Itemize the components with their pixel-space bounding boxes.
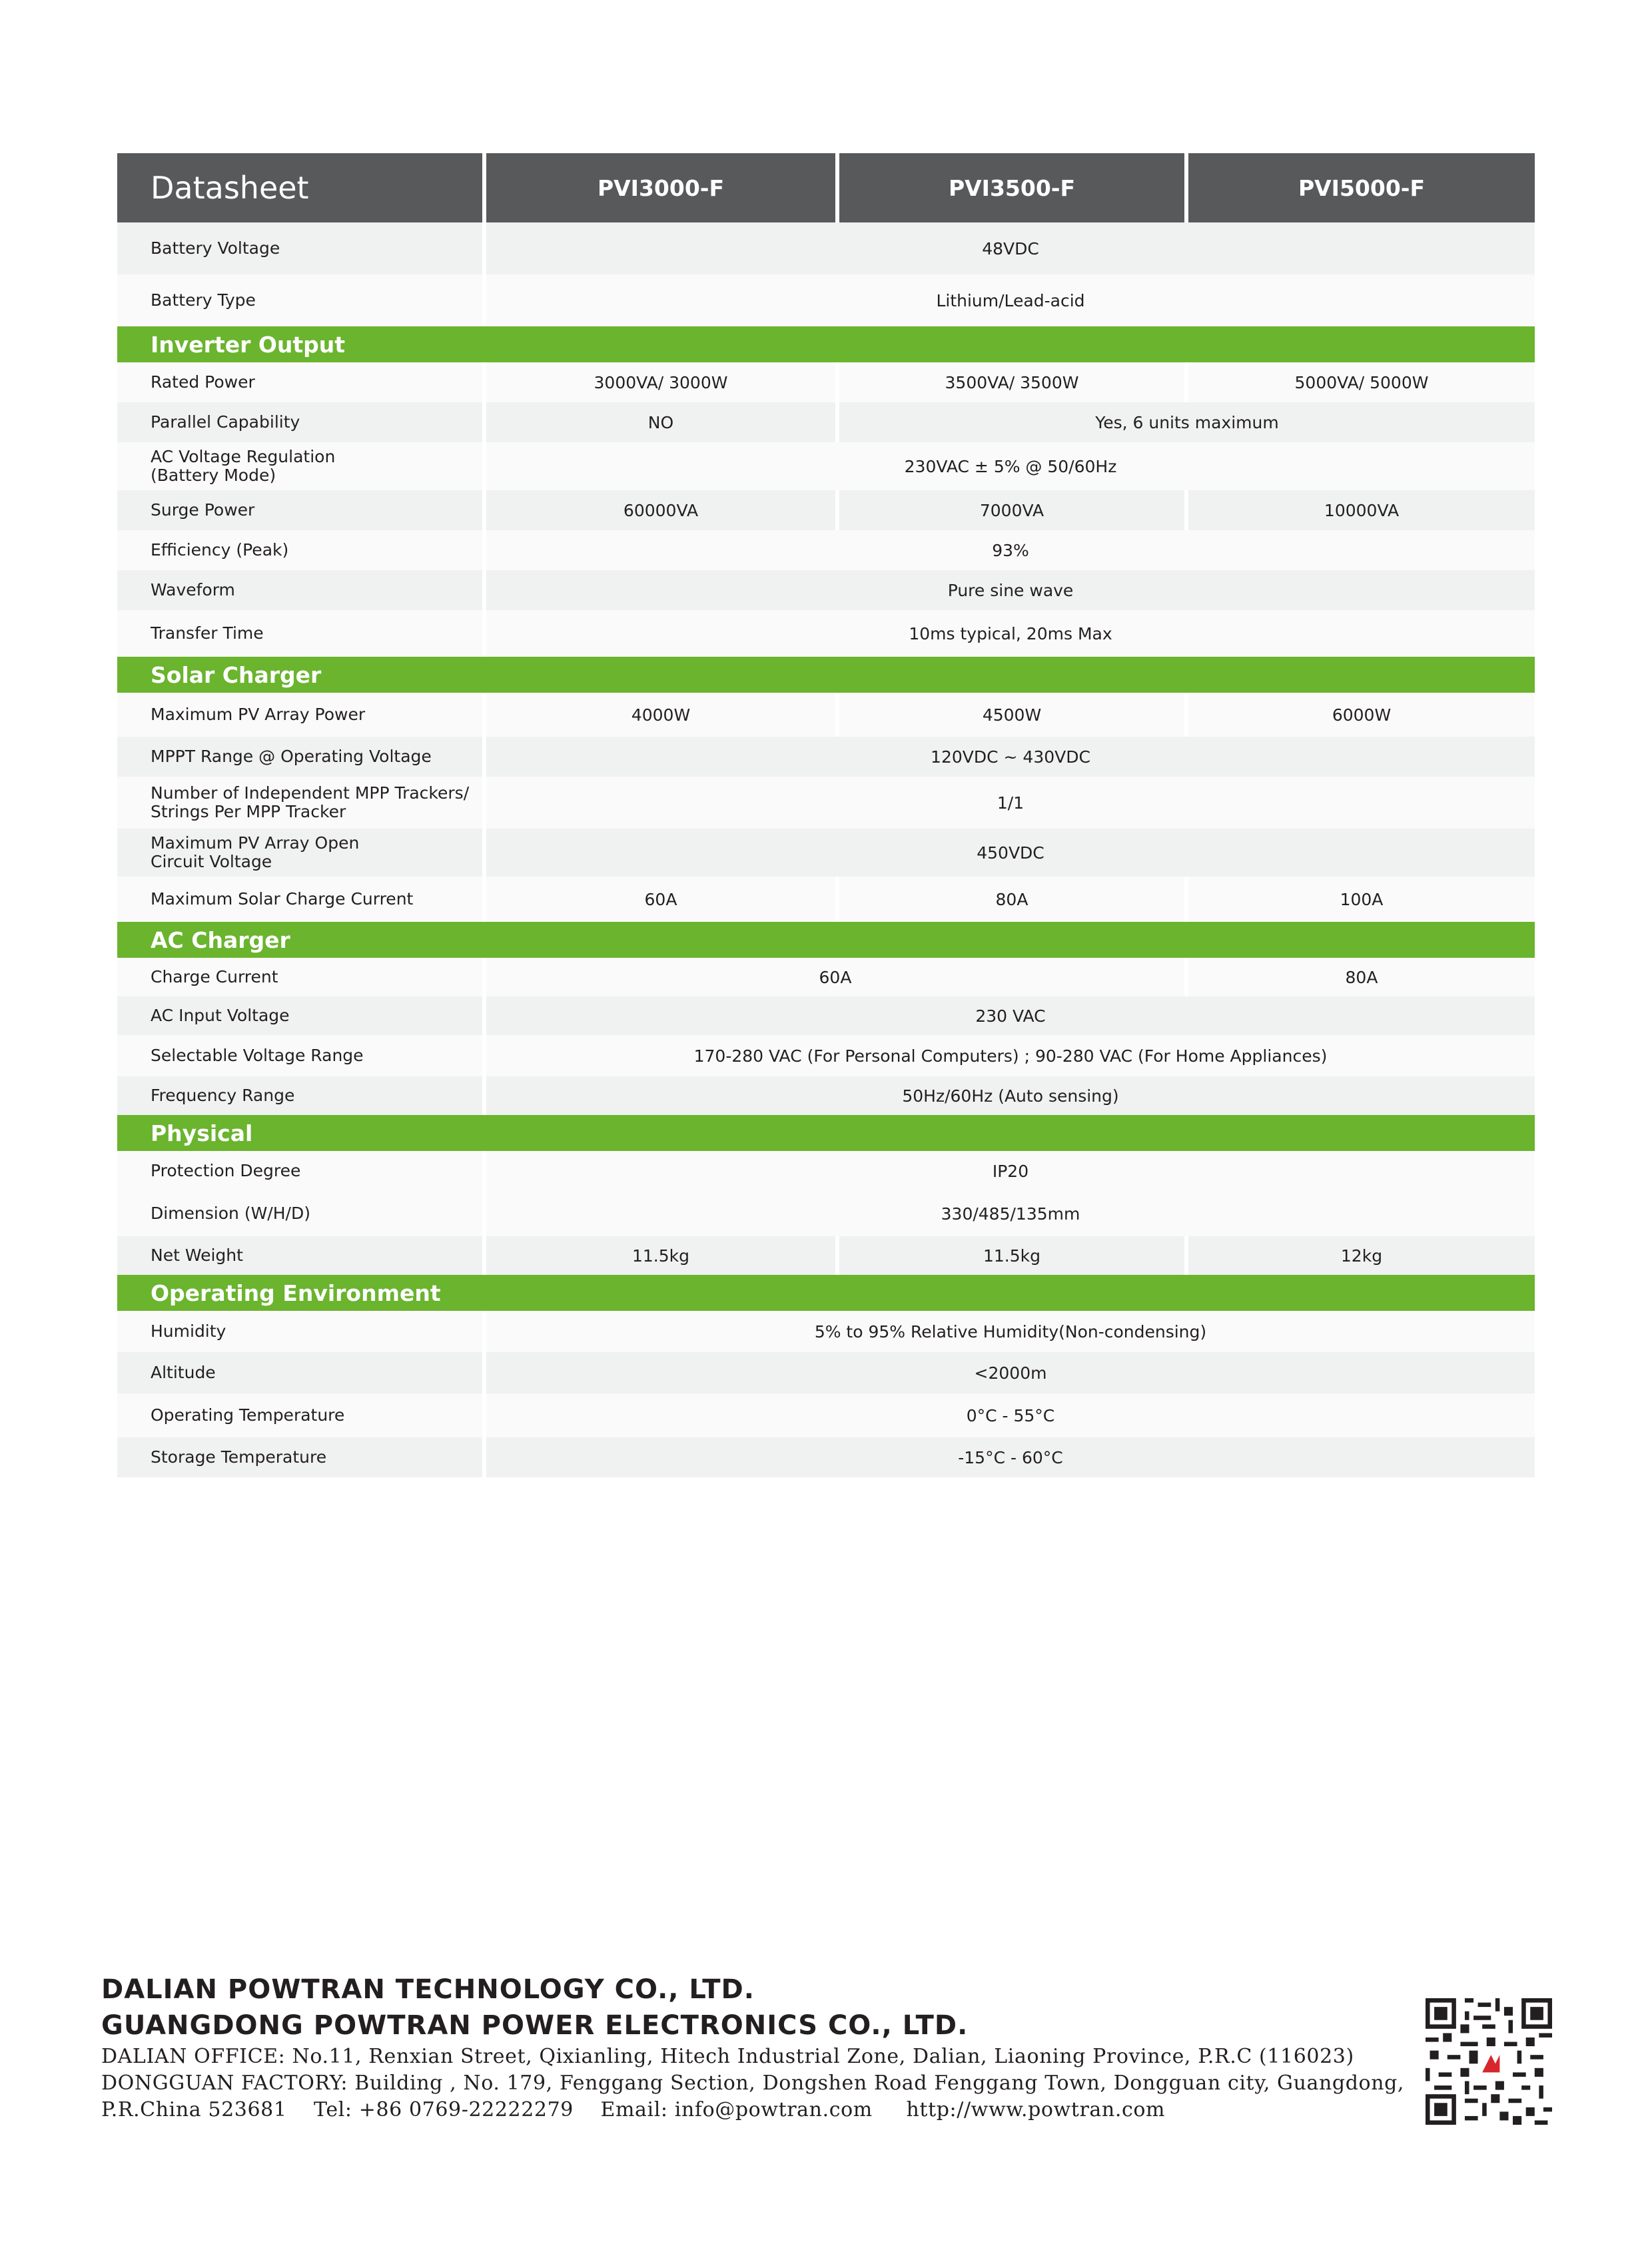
table-row — [117, 570, 1535, 610]
table-row — [117, 274, 1535, 326]
row-value: 80A — [995, 889, 1029, 909]
row-label: MPPT Range @ Operating Voltage — [151, 747, 432, 766]
row-value: 3000VA/ 3000W — [594, 372, 728, 392]
row-value: 6000W — [1332, 705, 1392, 725]
table-row — [117, 829, 1535, 877]
qr-code-icon — [1426, 1998, 1552, 2125]
row-label: Battery Type — [151, 290, 256, 310]
row-value: 330/485/135mm — [941, 1204, 1080, 1224]
row-value: 10000VA — [1324, 500, 1400, 520]
row-label: Maximum PV Array Power — [151, 705, 366, 724]
datasheet-title: Datasheet — [117, 153, 482, 222]
row-label: Waveform — [151, 580, 235, 599]
table-row — [117, 222, 1535, 274]
row-value: 5000VA/ 5000W — [1294, 372, 1429, 392]
table-row — [117, 1352, 1535, 1393]
row-value: 60A — [644, 889, 677, 909]
table-row — [117, 1191, 1535, 1236]
row-value: Pure sine wave — [947, 580, 1074, 600]
table-row — [117, 402, 1535, 442]
row-value: 50Hz/60Hz (Auto sensing) — [902, 1086, 1119, 1106]
row-label: Humidity — [151, 1321, 226, 1341]
table-row — [117, 737, 1535, 777]
table-row — [117, 1035, 1535, 1076]
row-label: Protection Degree — [151, 1161, 301, 1180]
section-inverter-output: Inverter Output — [117, 326, 1535, 362]
row-value: 4000W — [631, 705, 691, 725]
row-value: 170-280 VAC (For Personal Computers) ; 90-280 VAC (For Home Appliances) — [693, 1046, 1328, 1066]
table-row — [117, 996, 1535, 1035]
row-value: 12kg — [1340, 1246, 1383, 1266]
row-value: 93% — [992, 540, 1029, 560]
table-header — [117, 153, 1535, 222]
table-row — [117, 1076, 1535, 1115]
row-label: Maximum Solar Charge Current — [151, 889, 414, 909]
row-value: 80A — [1345, 967, 1378, 987]
table-row — [117, 877, 1535, 922]
row-label: Rated Power — [151, 372, 255, 392]
row-label: Operating Temperature — [151, 1405, 345, 1425]
table-row — [117, 490, 1535, 530]
row-value: -15°C - 60°C — [958, 1447, 1063, 1467]
row-label: Transfer Time — [151, 623, 264, 643]
table-row — [117, 1236, 1535, 1275]
row-label: Charge Current — [151, 967, 278, 986]
row-value: 450VDC — [977, 843, 1044, 863]
row-value: Yes, 6 units maximum — [1095, 412, 1279, 432]
row-label: Selectable Voltage Range — [151, 1046, 364, 1065]
row-value: 0°C - 55°C — [966, 1405, 1055, 1425]
row-value: 11.5kg — [983, 1246, 1040, 1266]
company-name-dalian: DALIAN POWTRAN TECHNOLOGY CO., LTD. — [101, 1974, 755, 2005]
contact-info: P.R.China 523681 Tel: +86 0769-22222279 Email: info@powtran.com http://www.powtran.com — [101, 2098, 1166, 2121]
row-value: 1/1 — [997, 793, 1025, 813]
row-label: Surge Power — [151, 500, 255, 520]
row-value: IP20 — [992, 1161, 1029, 1181]
row-label: Parallel Capability — [151, 412, 300, 432]
table-row — [117, 442, 1535, 490]
row-label: Storage Temperature — [151, 1447, 327, 1467]
section-operating-environment: Operating Environment — [117, 1275, 1535, 1311]
table-row — [117, 610, 1535, 657]
row-value: 5% to 95% Relative Humidity(Non-condensing) — [814, 1321, 1207, 1341]
row-value: 60A — [819, 967, 852, 987]
row-label: AC Input Voltage — [151, 1006, 290, 1025]
row-value: 4500W — [982, 705, 1042, 725]
table-row — [117, 693, 1535, 737]
row-value: 3500VA/ 3500W — [945, 372, 1079, 392]
row-value: 7000VA — [979, 500, 1044, 520]
row-label: Frequency Range — [151, 1086, 295, 1105]
table-row — [117, 777, 1535, 829]
company-footer — [101, 1972, 1407, 2123]
row-value: <2000m — [974, 1363, 1047, 1383]
row-value: 230VAC ± 5% @ 50/60Hz — [904, 456, 1117, 476]
row-label: Efficiency (Peak) — [151, 540, 289, 560]
row-value: 10ms typical, 20ms Max — [909, 623, 1112, 643]
row-label: Dimension (W/H/D) — [151, 1204, 310, 1223]
section-solar-charger: Solar Charger — [117, 657, 1535, 693]
row-label: Maximum PV Array Open Circuit Voltage — [151, 833, 360, 871]
section-physical: Physical — [117, 1115, 1535, 1151]
office-address: DALIAN OFFICE: No.11, Renxian Street, Qixianling, Hitech Industrial Zone, Dalian, Liaoning Province, P.R.C (116023) — [101, 2045, 1354, 2068]
table-row — [117, 1437, 1535, 1477]
row-label: Battery Voltage — [151, 238, 280, 258]
datasheet-table — [117, 153, 1535, 1477]
section-ac-charger: AC Charger — [117, 922, 1535, 958]
table-row — [117, 1151, 1535, 1191]
row-value: 120VDC ~ 430VDC — [931, 747, 1090, 767]
row-value: 230 VAC — [975, 1006, 1046, 1026]
row-label: Net Weight — [151, 1246, 243, 1265]
row-value: 100A — [1340, 889, 1384, 909]
table-row — [117, 530, 1535, 570]
row-value: Lithium/Lead-acid — [936, 290, 1085, 310]
model-pvi5000: PVI5000-F — [1188, 153, 1535, 222]
row-value: NO — [647, 412, 674, 432]
table-row — [117, 362, 1535, 402]
company-name-guangdong: GUANGDONG POWTRAN POWER ELECTRONICS CO., LTD. — [101, 2010, 969, 2041]
row-value: 11.5kg — [631, 1246, 689, 1266]
model-pvi3500: PVI3500-F — [839, 153, 1184, 222]
model-pvi3000: PVI3000-F — [486, 153, 835, 222]
row-value: 48VDC — [982, 238, 1039, 258]
factory-address: DONGGUAN FACTORY: Building , No. 179, Fenggang Section, Dongshen Road Fenggang Town, Dongguan city, Guangdong, — [101, 2071, 1405, 2095]
table-row — [117, 1311, 1535, 1352]
table-row — [117, 1393, 1535, 1437]
row-label: Altitude — [151, 1363, 216, 1382]
row-label: AC Voltage Regulation (Battery Mode) — [151, 447, 336, 485]
table-row — [117, 958, 1535, 996]
row-value: 60000VA — [623, 500, 699, 520]
row-label: Number of Independent MPP Trackers/ Strings Per MPP Tracker — [151, 783, 470, 821]
